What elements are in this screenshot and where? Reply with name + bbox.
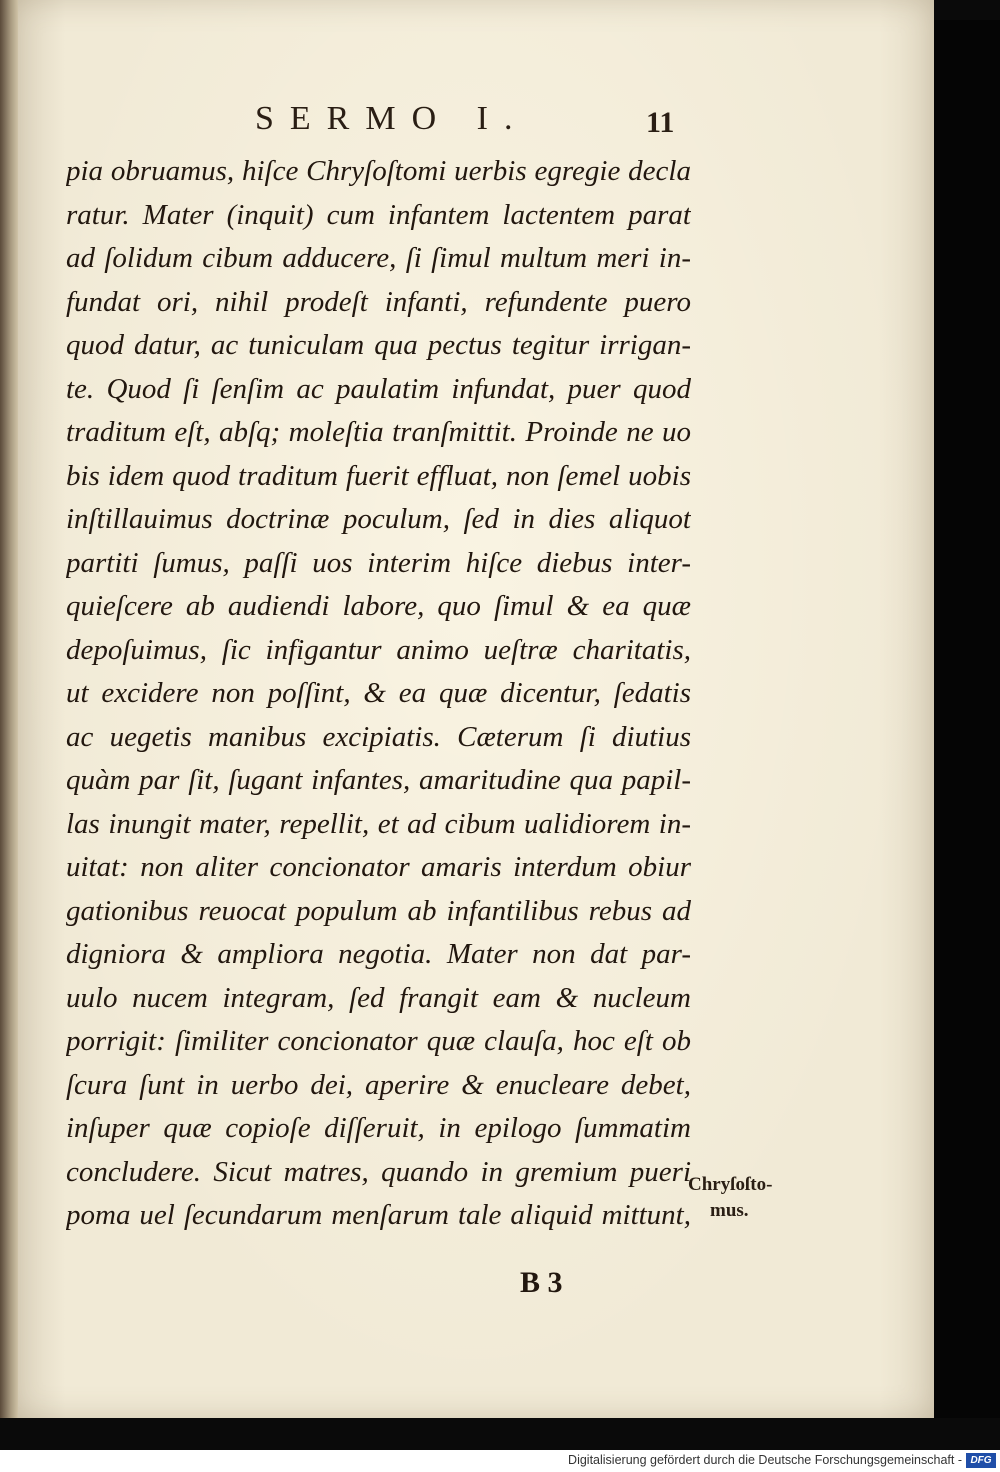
text-line: traditum eſt, abſq; moleſtia tranſmittit. Proinde ne uo bbox=[66, 416, 691, 448]
scan-right-edge bbox=[934, 20, 1000, 1418]
text-line: inſuper quæ copioſe diſſeruit, in epilogo ſummatim bbox=[66, 1112, 691, 1144]
text-line: quod datur, ac tuniculam qua pectus tegitur irrigan- bbox=[66, 329, 691, 361]
text-line: partiti ſumus, paſſi uos interim hiſce diebus inter- bbox=[66, 546, 691, 579]
page-spine bbox=[0, 0, 18, 1418]
text-line: ratur. Mater (inquit) cum infantem lactentem parat bbox=[66, 198, 691, 231]
footer-bar bbox=[0, 1450, 1000, 1472]
text-line: pia obruamus, hiſce Chryſoſtomi uerbis egregie decla bbox=[66, 155, 691, 187]
text-line: las inungit mater, repellit, et ad cibum ualidiorem in- bbox=[66, 807, 691, 840]
text-line: ad ſolidum cibum adducere, ſi ſimul multum meri in- bbox=[66, 242, 691, 274]
text-line: poma uel ſecundarum menſarum tale aliquid mittunt, bbox=[66, 1199, 691, 1231]
text-line: te. Quod ſi ſenſim ac paulatim infundat, puer quod bbox=[66, 372, 691, 405]
text-line: porrigit: ſimiliter concionator quæ clauſa, hoc eſt ob bbox=[66, 1025, 691, 1057]
text-line: depoſuimus, ſic infigantur animo ueſtræ charitatis, bbox=[66, 633, 691, 666]
running-head: SERMO I. bbox=[255, 100, 529, 137]
margin-note-line: mus. bbox=[710, 1200, 749, 1221]
text-line: bis idem quod traditum fuerit effluat, non ſemel uobis bbox=[66, 459, 691, 492]
text-line: ut excidere non poſſint, & ea quæ dicentur, ſedatis bbox=[66, 677, 691, 709]
text-line: digniora & ampliora negotia. Mater non dat par- bbox=[66, 938, 691, 970]
text-line: inſtillauimus doctrinæ poculum, ſed in dies aliquot bbox=[66, 503, 691, 535]
footer-credit: Digitalisierung gefördert durch die Deutsche Forschungsgemeinschaft - bbox=[568, 1453, 962, 1467]
body-text bbox=[66, 150, 691, 1238]
text-line: uulo nucem integram, ſed frangit eam & nucleum bbox=[66, 981, 691, 1014]
text-line: quieſcere ab audiendi labore, quo ſimul & ea quæ bbox=[66, 590, 691, 622]
text-line: fundat ori, nihil prodeſt infanti, refundente puero bbox=[66, 285, 691, 318]
text-line: gationibus reuocat populum ab infantilibus rebus ad bbox=[66, 894, 691, 927]
text-line: concludere. Sicut matres, quando in gremium pueri bbox=[66, 1155, 691, 1188]
page-number: 11 bbox=[646, 106, 675, 139]
dfg-logo: DFG bbox=[966, 1453, 996, 1468]
margin-note bbox=[688, 1172, 772, 1224]
signature-mark: B 3 bbox=[520, 1266, 563, 1299]
margin-note-line: Chryſoſto- bbox=[688, 1174, 773, 1195]
text-line: quàm par ſit, ſugant infantes, amaritudine qua papil- bbox=[66, 764, 691, 796]
text-line: ſcura ſunt in uerbo dei, aperire & enucleare debet, bbox=[66, 1068, 691, 1101]
text-line: uitat: non aliter concionator amaris interdum obiur bbox=[66, 851, 691, 883]
text-line: ac uegetis manibus excipiatis. Cæterum ſi diutius bbox=[66, 720, 691, 753]
